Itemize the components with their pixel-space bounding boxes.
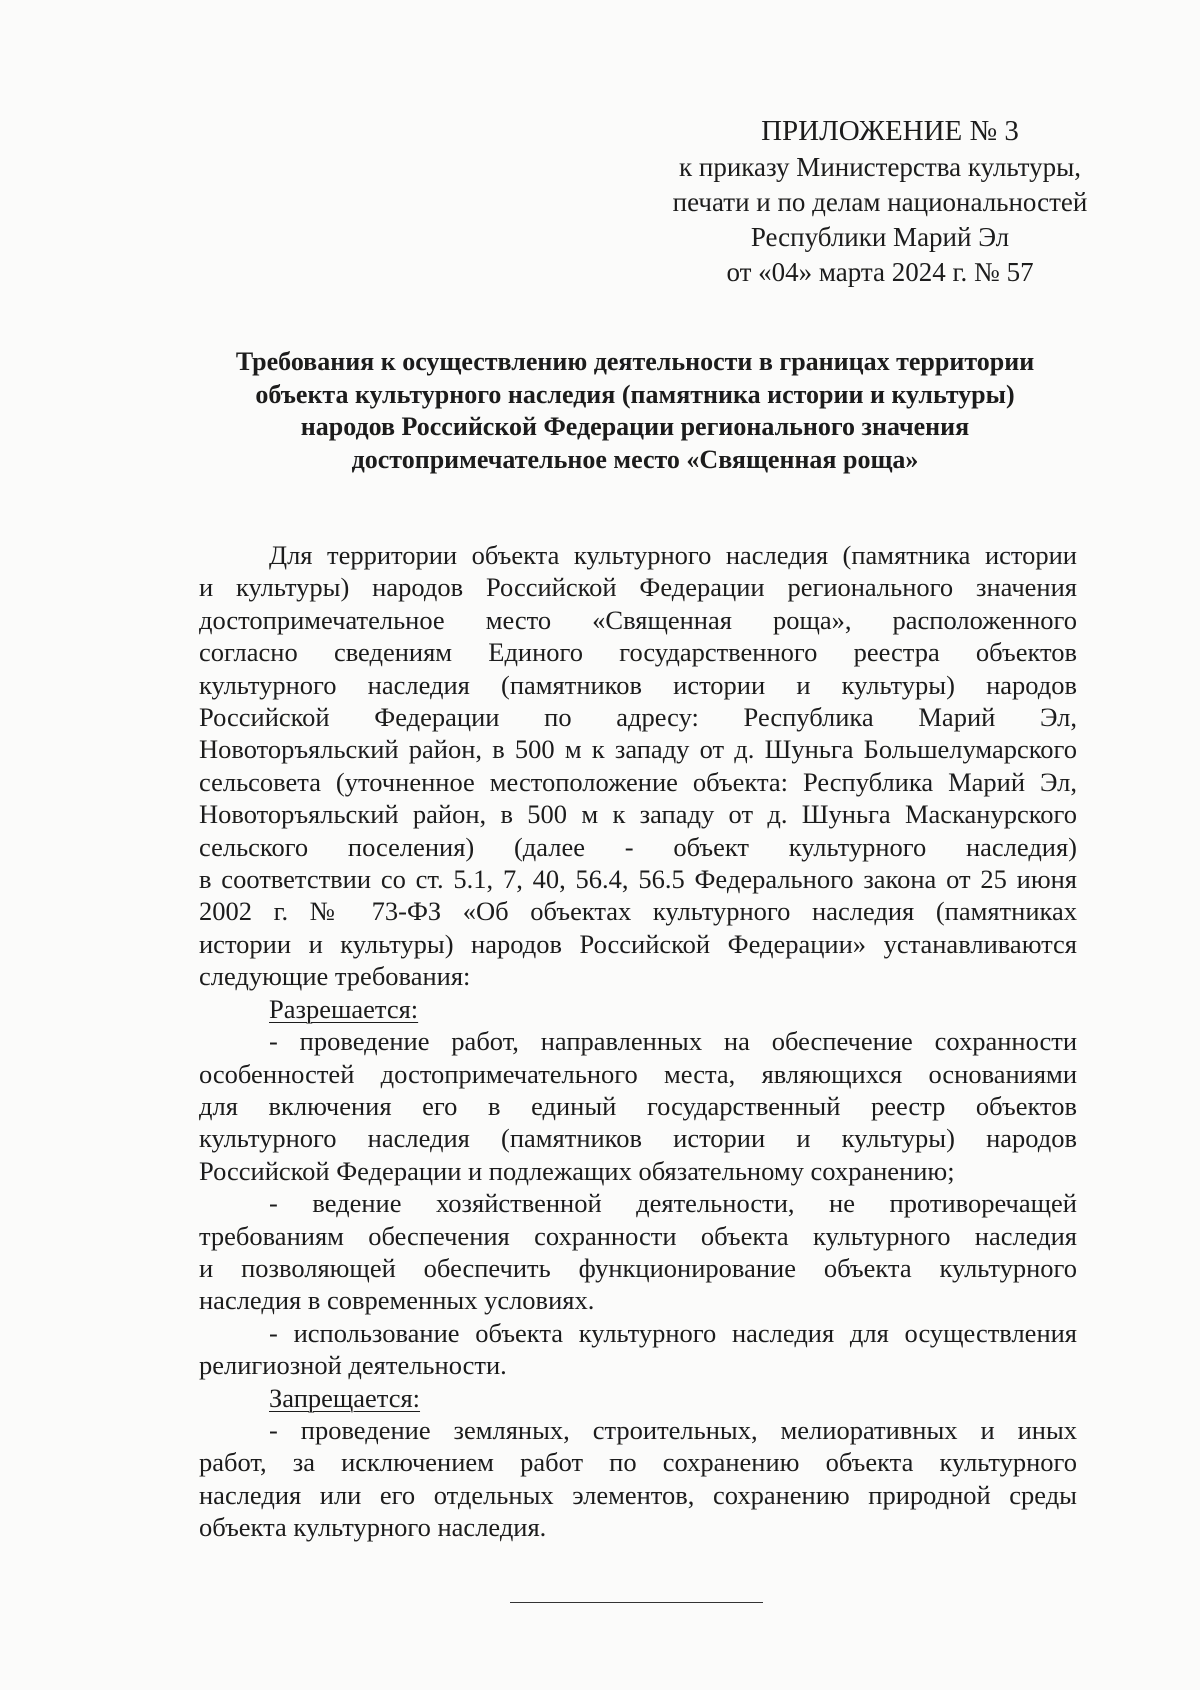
text-line: требованиям обеспечения сохранности объекта культурного наследия bbox=[199, 1220, 1077, 1251]
text-line: Новоторъяльский район, в 500 м к западу от д. Шуньга Большелумарского bbox=[199, 734, 1077, 765]
text-line: Российской Федерации и подлежащих обязательному сохранению; bbox=[199, 1155, 955, 1186]
appendix-title: ПРИЛОЖЕНИЕ № 3 bbox=[761, 115, 1019, 147]
title-line: Требования к осуществлению деятельности в границах территории bbox=[235, 347, 1035, 376]
text-line: наследия или его отдельных элементов, сохранению природной среды bbox=[199, 1479, 1077, 1510]
text-line: и позволяющей обеспечить функционирование объекта культурного bbox=[199, 1252, 1077, 1283]
appendix-line: Республики Марий Эл bbox=[750, 222, 1010, 252]
allowed-item bbox=[199, 1187, 1077, 1317]
text-line: религиозной деятельности. bbox=[199, 1350, 507, 1381]
allowed-heading: Разрешается: bbox=[269, 993, 419, 1024]
text-line: в соответствии со ст. 5.1, 7, 40, 56.4, 56.5 Федерального закона от 25 июня bbox=[199, 864, 1077, 895]
allowed-item bbox=[199, 1317, 1077, 1382]
end-divider bbox=[510, 1602, 763, 1603]
text-line: для включения его в единый государственный реестр объектов bbox=[199, 1090, 1077, 1121]
text-line: объекта культурного наследия. bbox=[199, 1512, 547, 1543]
text-line: - проведение земляных, строительных, мелиоративных и иных bbox=[269, 1414, 1077, 1445]
text-line: культурного наследия (памятников истории и культуры) народов bbox=[199, 669, 1077, 700]
appendix-line: печати и по делам национальностей bbox=[672, 187, 1088, 217]
document-title bbox=[195, 346, 1075, 476]
text-line: сельского поселения) (далее - объект культурного наследия) bbox=[199, 831, 1077, 862]
document-body bbox=[199, 539, 1077, 1544]
text-line: - использование объекта культурного наследия для осуществления bbox=[269, 1317, 1077, 1348]
text-line: достопримечательное место «Священная роща», расположенного bbox=[199, 604, 1077, 635]
text-line: согласно сведениям Единого государственного реестра объектов bbox=[199, 637, 1077, 668]
text-line: и культуры) народов Российской Федерации регионального значения bbox=[199, 572, 1077, 603]
appendix-header bbox=[640, 112, 1120, 290]
title-line: объекта культурного наследия (памятника истории и культуры) bbox=[255, 379, 1015, 409]
forbidden-item bbox=[199, 1414, 1077, 1544]
text-line: - проведение работ, направленных на обеспечение сохранности bbox=[269, 1026, 1077, 1057]
appendix-line: к приказу Министерства культуры, bbox=[679, 152, 1081, 182]
intro-paragraph bbox=[199, 539, 1077, 993]
appendix-line: от «04» марта 2024 г. № 57 bbox=[726, 257, 1034, 287]
text-line: сельсовета (уточненное местоположение объекта: Республика Марий Эл, bbox=[199, 766, 1077, 797]
text-line: наследия в современных условиях. bbox=[199, 1285, 595, 1316]
title-line: народов Российской Федерации регионального значения bbox=[300, 412, 970, 441]
text-line: Российской Федерации по адресу: Республика Марий Эл, bbox=[199, 702, 1077, 733]
text-line: работ, за исключением работ по сохранению объекта культурного bbox=[199, 1447, 1077, 1478]
text-line: культурного наследия (памятников истории и культуры) народов bbox=[199, 1123, 1077, 1154]
text-line: особенностей достопримечательного места, являющихся основаниями bbox=[199, 1058, 1077, 1089]
text-line: истории и культуры) народов Российской Федерации» устанавливаются bbox=[199, 928, 1077, 959]
allowed-item bbox=[199, 1025, 1077, 1187]
text-line: Для территории объекта культурного наследия (памятника истории bbox=[269, 540, 1077, 570]
text-line: 2002 г. № 73-ФЗ «Об объектах культурного наследия (памятниках bbox=[199, 896, 1077, 927]
title-line: достопримечательное место «Священная роща» bbox=[351, 444, 919, 474]
forbidden-heading: Запрещается: bbox=[269, 1382, 421, 1413]
text-line: следующие требования: bbox=[199, 961, 471, 992]
text-line: - ведение хозяйственной деятельности, не противоречащей bbox=[269, 1188, 1077, 1219]
text-line: Новоторъяльский район, в 500 м к западу от д. Шуньга Масканурского bbox=[199, 799, 1077, 830]
